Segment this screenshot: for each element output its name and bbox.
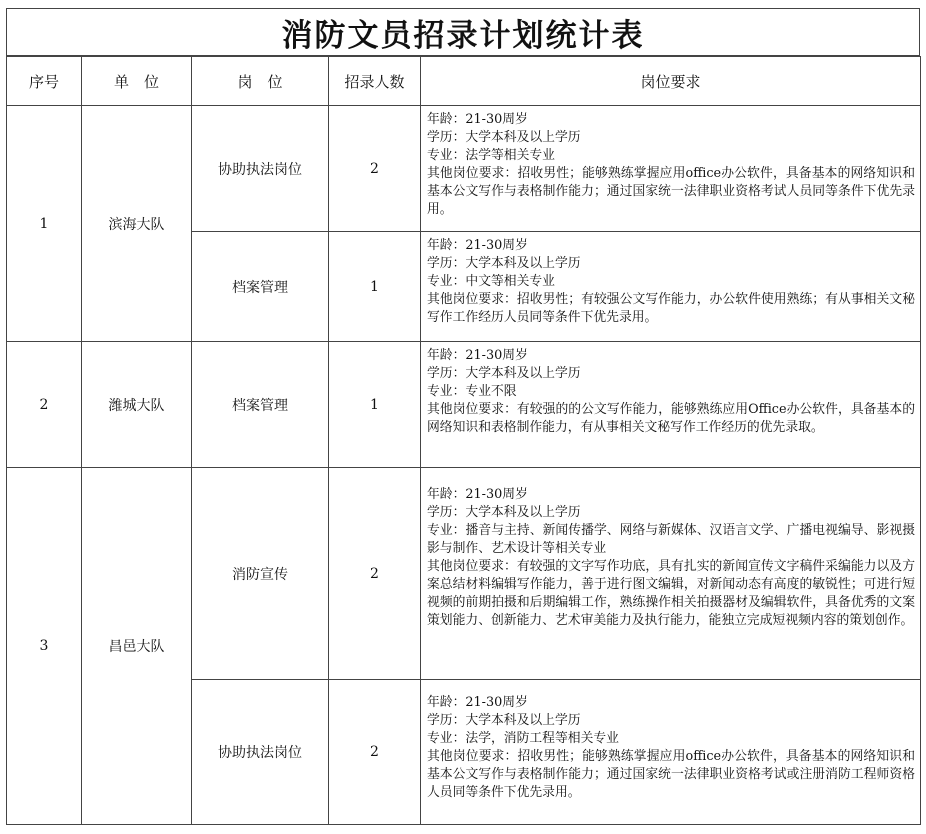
table-row bbox=[7, 106, 921, 232]
post-cell: 协助执法岗位 bbox=[192, 106, 329, 232]
recruitment-table bbox=[6, 56, 921, 825]
header-count: 招录人数 bbox=[329, 57, 421, 106]
header-unit: 单 位 bbox=[82, 57, 192, 106]
req-age: 年龄：21-30周岁 bbox=[427, 348, 528, 363]
count-cell: 1 bbox=[329, 232, 421, 342]
unit-cell: 昌邑大队 bbox=[82, 468, 192, 825]
req-education: 学历：大学本科及以上学历 bbox=[427, 256, 581, 271]
count-cell: 1 bbox=[329, 342, 421, 468]
seq-cell: 1 bbox=[7, 106, 82, 342]
requirements-cell bbox=[421, 106, 921, 232]
post-cell: 档案管理 bbox=[192, 342, 329, 468]
req-other: 其他岗位要求：招收男性；能够熟练掌握应用office办公软件，具备基本的网络知识和基本公文写作与表格制作能力；通过国家统一法律职业资格考试或注册消防工程师资格人员同等条件下优先录用。 bbox=[427, 749, 915, 800]
unit-cell: 滨海大队 bbox=[82, 106, 192, 342]
seq-cell: 2 bbox=[7, 342, 82, 468]
req-other: 其他岗位要求：招收男性；能够熟练掌握应用office办公软件，具备基本的网络知识和基本公文写作与表格制作能力；通过国家统一法律职业资格考试人员同等条件下优先录用。 bbox=[427, 166, 915, 217]
req-other: 其他岗位要求：有较强的的公文写作能力，能够熟练应用Office办公软件，具备基本的网络知识和表格制作能力，有从事相关文秘写作工作经历的优先录取。 bbox=[427, 402, 915, 435]
count-cell: 2 bbox=[329, 106, 421, 232]
header-requirements: 岗位要求 bbox=[421, 57, 921, 106]
seq-cell: 3 bbox=[7, 468, 82, 825]
req-other: 其他岗位要求：有较强的文字写作功底，具有扎实的新闻宣传文字稿件采编能力以及方案总结材料编辑写作能力，善于进行图文编辑，对新闻动态有高度的敏锐性；可进行短视频的前期拍摄和后期编辑工作，熟练操作相关拍摄器材及编辑软件，具备优秀的文案策划能力、创新能力、艺术审美能力及执行能力，能独立完成短视频内容的策划创作。 bbox=[427, 559, 915, 628]
req-education: 学历：大学本科及以上学历 bbox=[427, 366, 581, 381]
unit-cell: 潍城大队 bbox=[82, 342, 192, 468]
req-age: 年龄：21-30周岁 bbox=[427, 112, 528, 127]
count-cell: 2 bbox=[329, 468, 421, 680]
post-cell: 消防宣传 bbox=[192, 468, 329, 680]
count-cell: 2 bbox=[329, 680, 421, 825]
req-major: 专业：中文等相关专业 bbox=[427, 274, 555, 289]
header-seq: 序号 bbox=[7, 57, 82, 106]
requirements-cell bbox=[421, 680, 921, 825]
post-cell: 档案管理 bbox=[192, 232, 329, 342]
requirements-cell bbox=[421, 342, 921, 468]
req-other: 其他岗位要求：招收男性；有较强公文写作能力，办公软件使用熟练；有从事相关文秘写作工作经历人员同等条件下优先录用。 bbox=[427, 292, 915, 325]
page-title: 消防文员招录计划统计表 bbox=[6, 8, 920, 56]
header-row bbox=[7, 57, 921, 106]
requirements-cell bbox=[421, 468, 921, 680]
req-major: 专业：专业不限 bbox=[427, 384, 517, 399]
table-row bbox=[7, 342, 921, 468]
header-post: 岗 位 bbox=[192, 57, 329, 106]
req-education: 学历：大学本科及以上学历 bbox=[427, 130, 581, 145]
req-major: 专业：法学等相关专业 bbox=[427, 148, 555, 163]
req-age: 年龄：21-30周岁 bbox=[427, 487, 528, 502]
req-education: 学历：大学本科及以上学历 bbox=[427, 505, 581, 520]
requirements-cell bbox=[421, 232, 921, 342]
req-age: 年龄：21-30周岁 bbox=[427, 238, 528, 253]
req-education: 学历：大学本科及以上学历 bbox=[427, 713, 581, 728]
post-cell: 协助执法岗位 bbox=[192, 680, 329, 825]
table-row bbox=[7, 468, 921, 680]
req-age: 年龄：21-30周岁 bbox=[427, 695, 528, 710]
req-major: 专业：播音与主持、新闻传播学、网络与新媒体、汉语言文学、广播电视编导、影视摄影与制作、艺术设计等相关专业 bbox=[427, 523, 915, 556]
req-major: 专业：法学，消防工程等相关专业 bbox=[427, 731, 619, 746]
